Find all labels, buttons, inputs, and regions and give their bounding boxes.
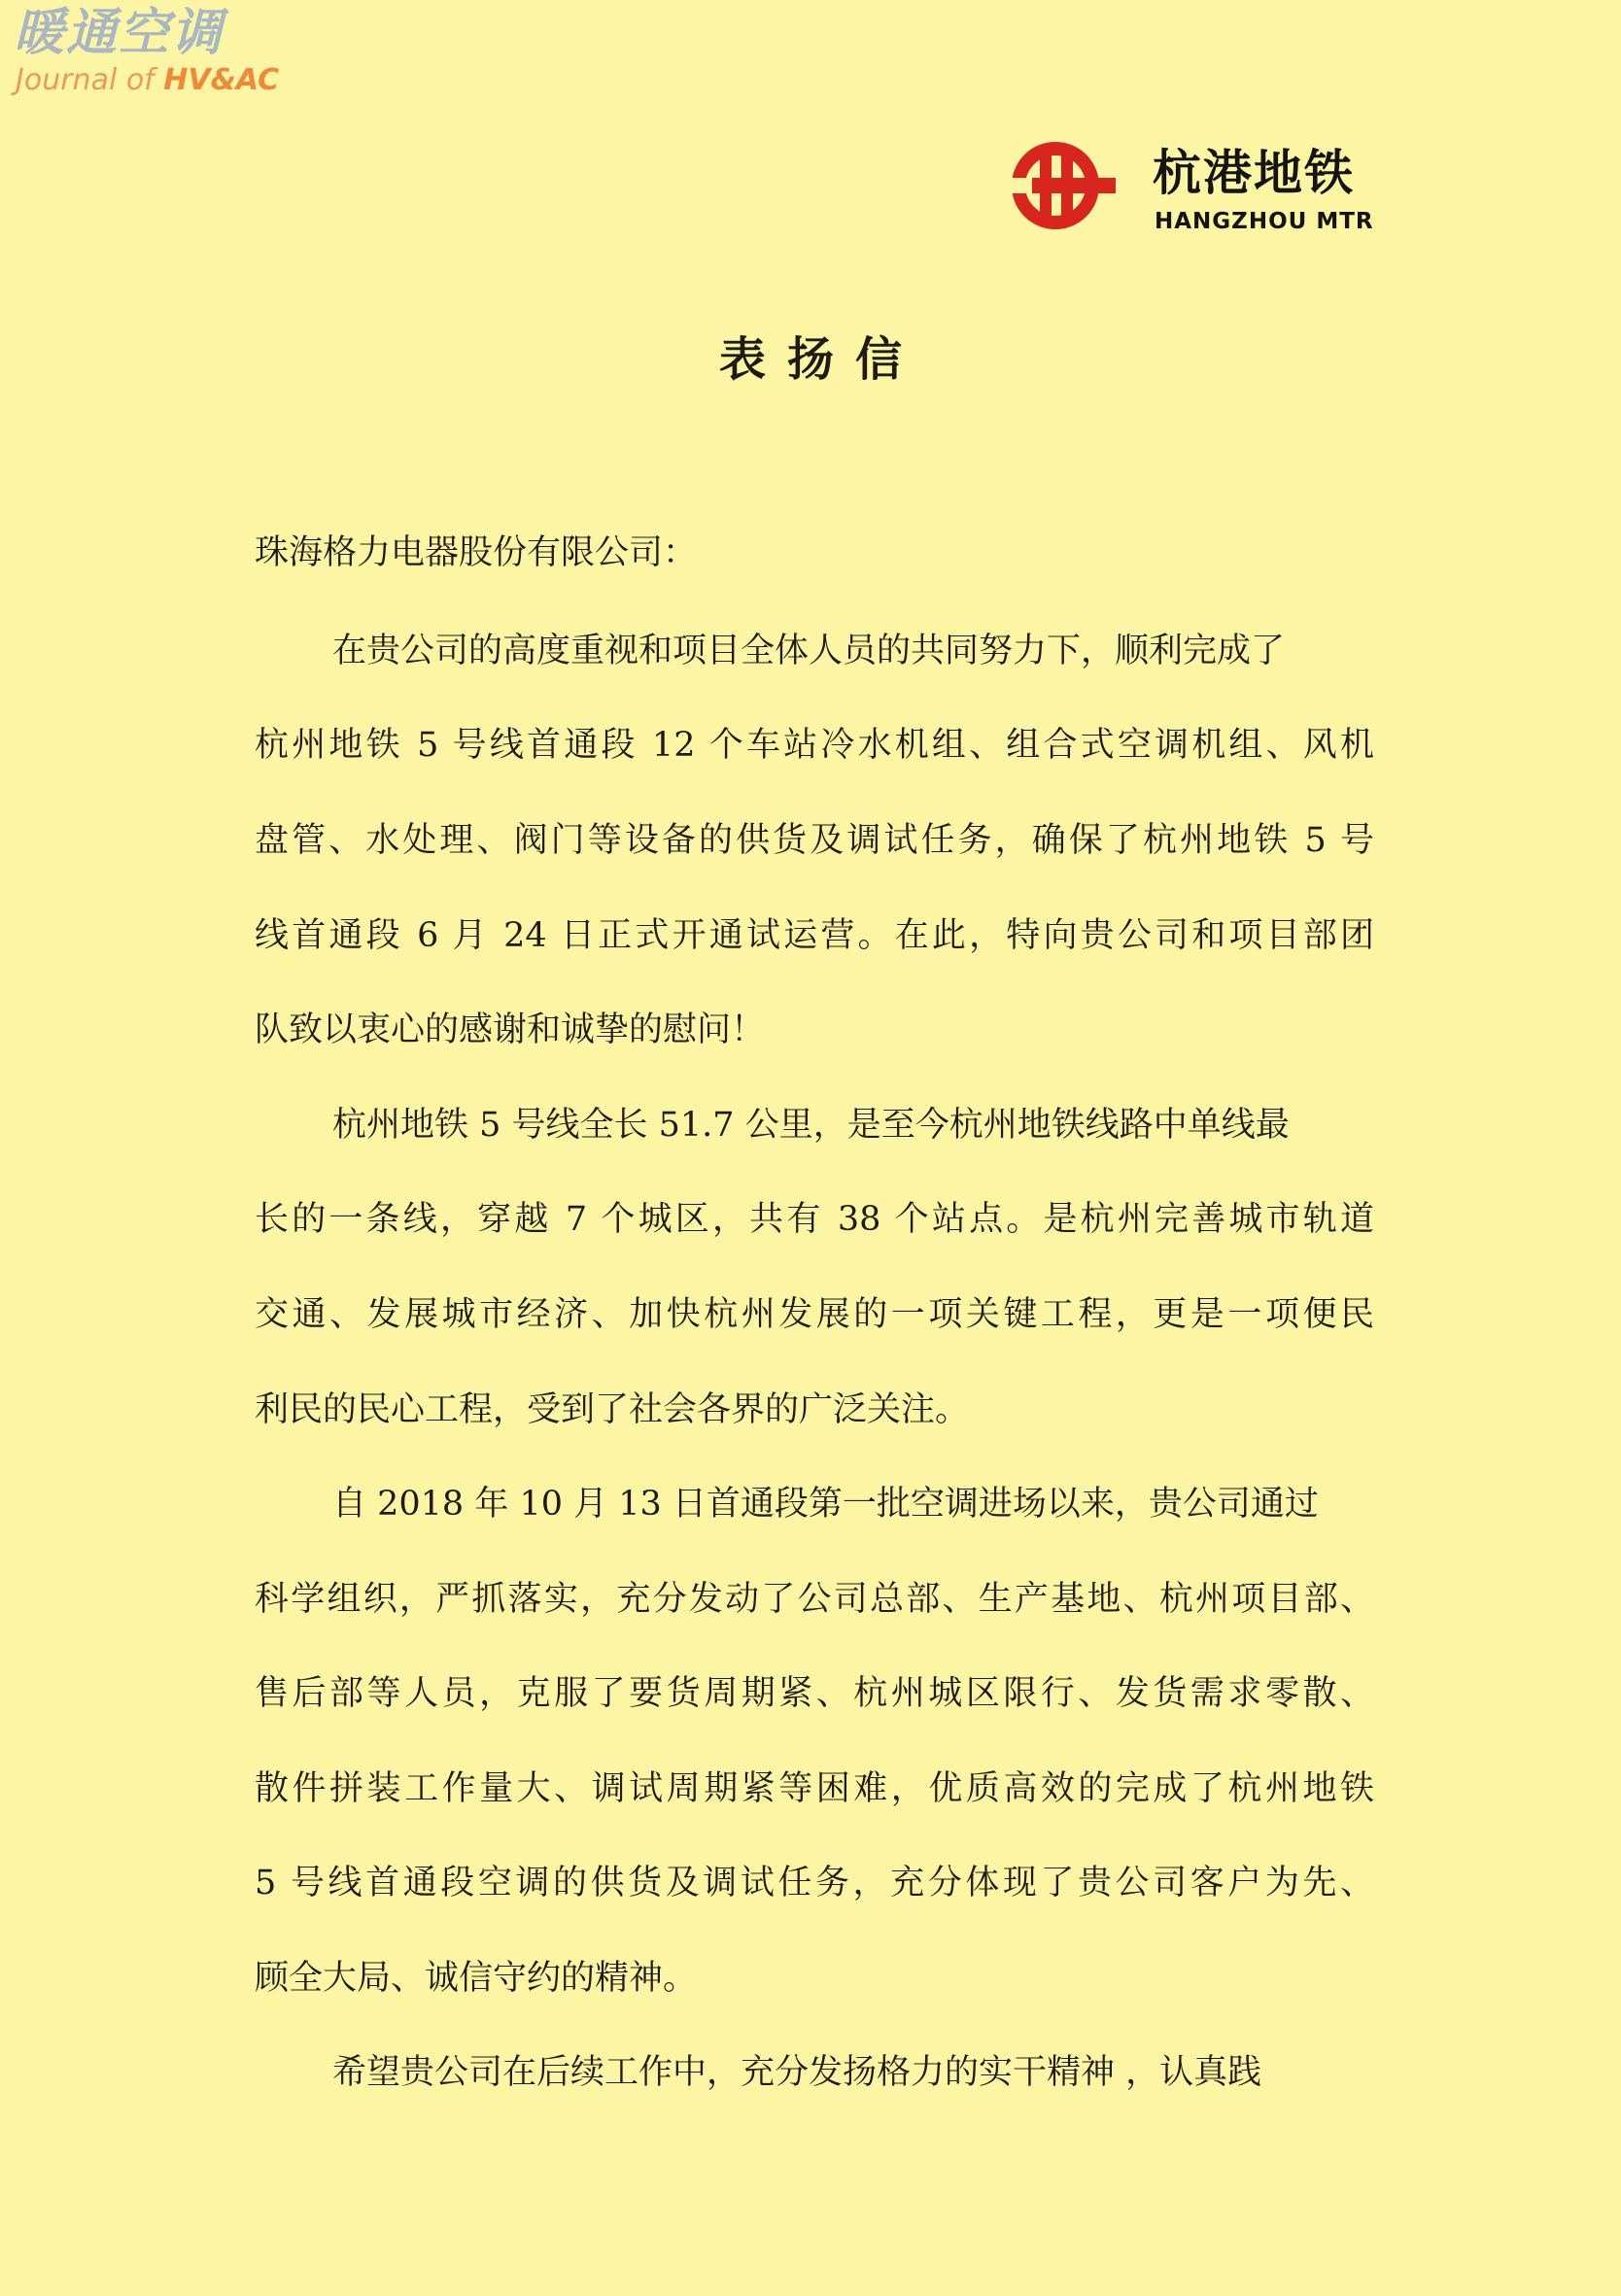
watermark-title-cn: 暖通空调 bbox=[14, 4, 224, 62]
body-line: 希望贵公司在后续工作中，充分发扬格力的实干精神 ，认真践 bbox=[332, 2053, 1262, 2092]
watermark-title-en-prefix: Journal of bbox=[16, 63, 164, 97]
body-line: 杭州地铁 5 号线首通段 12 个车站冷水机组、组合式空调机组、风机 bbox=[255, 726, 1374, 765]
body-line: 长的一条线，穿越 7 个城区，共有 38 个站点。是杭州完善城市轨道 bbox=[255, 1200, 1374, 1239]
body-line: 5 号线首通段空调的供货及调试任务，充分体现了贵公司客户为先、 bbox=[255, 1864, 1374, 1902]
body-line: 杭州地铁 5 号线全长 51.7 公里，是至今杭州地铁线路中单线最 bbox=[332, 1106, 1290, 1145]
body-line: 顾全大局、诚信守约的精神。 bbox=[255, 1959, 698, 1998]
body-line: 散件拼装工作量大、调试周期紧等困难，优质高效的完成了杭州地铁 bbox=[255, 1769, 1374, 1808]
watermark-title-en bbox=[16, 63, 280, 97]
body-line: 科学组织，严抓落实，充分发动了公司总部、生产基地、杭州项目部、 bbox=[255, 1580, 1374, 1619]
body-line: 线首通段 6 月 24 日正式开通试运营。在此，特向贵公司和项目部团 bbox=[255, 916, 1374, 955]
letter-salutation: 珠海格力电器股份有限公司： bbox=[255, 533, 698, 572]
body-line: 售后部等人员，克服了要货周期紧、杭州城区限行、发货需求零散、 bbox=[255, 1674, 1374, 1713]
body-line: 自 2018 年 10 月 13 日首通段第一批空调进场以来，贵公司通过 bbox=[332, 1485, 1319, 1524]
logo-name-cn: 杭港地铁 bbox=[1153, 145, 1355, 201]
body-line: 盘管、水处理、阀门等设备的供货及调试任务，确保了杭州地铁 5 号 bbox=[255, 821, 1374, 860]
watermark-title-en-brand: HV&AC bbox=[163, 63, 280, 97]
body-line: 队致以衷心的感谢和诚挚的慰问！ bbox=[255, 1011, 766, 1049]
metro-logo-icon bbox=[1011, 141, 1120, 230]
hangzhou-mtr-logo bbox=[1011, 141, 1399, 238]
logo-name-en: HANGZHOU MTR bbox=[1155, 209, 1374, 234]
body-line: 在贵公司的高度重视和项目全体人员的共同努力下，顺利完成了 bbox=[332, 632, 1286, 670]
letter-title: 表扬信 bbox=[718, 332, 923, 387]
body-line: 利民的民心工程，受到了社会各界的广泛关注。 bbox=[255, 1390, 970, 1429]
body-line: 交通、发展城市经济、加快杭州发展的一项关键工程，更是一项便民 bbox=[255, 1295, 1374, 1334]
journal-watermark bbox=[14, 4, 363, 105]
